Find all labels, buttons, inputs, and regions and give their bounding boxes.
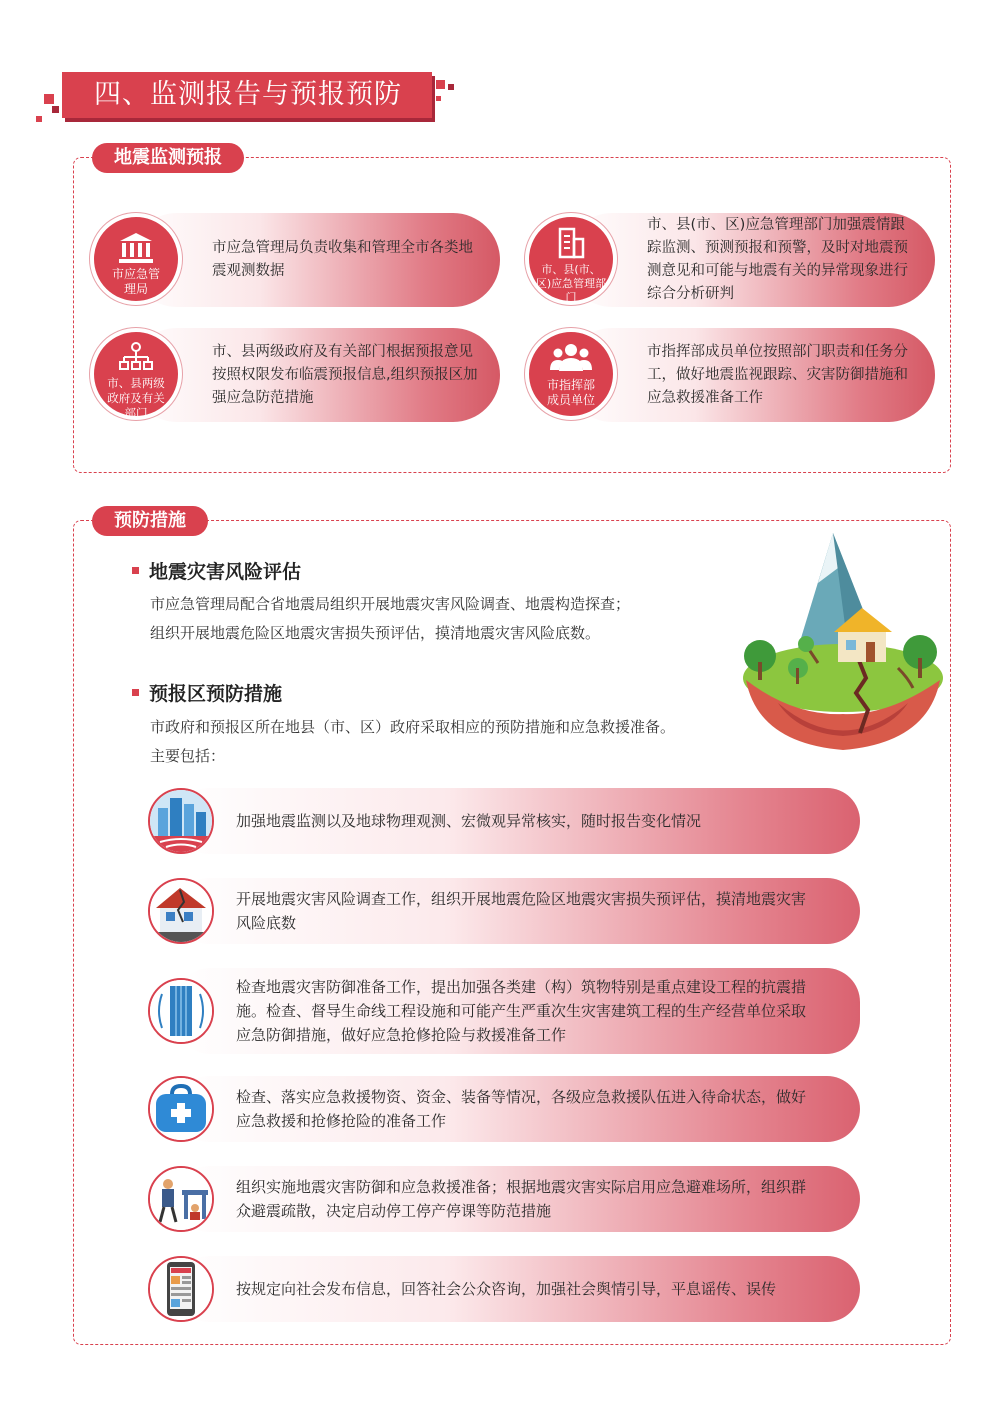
risk-heading: 地震灾害风险评估: [132, 557, 301, 584]
card-label: 市、县两级政府及有关部门: [107, 376, 165, 420]
risk-paragraph: [150, 590, 630, 648]
card-text: 市、县两级政府及有关部门根据预报意见按照权限发布临震预报信息,组织预报区加强应急防范措施: [212, 343, 478, 406]
bullet-square: [132, 689, 139, 696]
zone-heading: 预报区预防措施: [132, 679, 282, 706]
measure-text: 加强地震监测以及地球物理观测、宏微观异常核实，随时报告变化情况: [236, 812, 702, 830]
risk-line: 市应急管理局配合省地震局组织开展地震灾害风险调查、地震构造探查；: [150, 595, 631, 613]
card-label: 市、县(市、区)应急管理部门: [535, 263, 607, 304]
measure-row: [146, 1256, 860, 1322]
card-circle: [525, 328, 617, 420]
measure-row: [146, 1166, 860, 1232]
zone-paragraph: [150, 713, 675, 771]
card-label: 市应急管理局: [112, 267, 161, 296]
card-circle: [525, 213, 617, 305]
measure-text: 检查、落实应急救援物资、资金、装备等情况，各级应急救援队伍进入待命状态，做好应急救援和抢修抢险的准备工作: [236, 1088, 807, 1130]
skyscraper-icon: [148, 978, 214, 1044]
prevention-section-tag: 预防措施: [92, 506, 208, 536]
monitoring-card: [90, 328, 500, 422]
measure-row: [146, 878, 860, 944]
monitoring-card: [525, 328, 935, 422]
card-text: 市、县(市、区)应急管理部门加强震情跟踪监测、预测预报和预警，及时对地震预测意见和可能与地震有关的异常现象进行综合分析研判: [647, 217, 908, 302]
decor-square: [44, 94, 54, 104]
monitoring-panel: [73, 157, 951, 473]
earthquake-island-illustration: [738, 528, 948, 758]
page-title: 四、监测报告与预报预防: [62, 72, 432, 118]
phone-news-icon: [148, 1256, 214, 1322]
measure-row: [146, 1076, 860, 1142]
measure-text: 组织实施地震灾害防御和应急救援准备；根据地震灾害实际启用应急避难场所，组织群众避震疏散，决定启动停工停产停课等防范措施: [236, 1178, 807, 1220]
monitoring-section-tag: 地震监测预报: [92, 143, 244, 173]
measure-text: 开展地震灾害风险调查工作，组织开展地震危险区地震灾害损失预评估，摸清地震灾害风险底数: [236, 890, 807, 932]
zone-line: 市政府和预报区所在地县（市、区）政府采取相应的预防措施和应急救援准备。: [150, 718, 676, 736]
decor-square: [448, 84, 454, 90]
bank-icon: [118, 231, 154, 265]
decor-square: [436, 80, 445, 89]
building-icon: [556, 227, 586, 259]
risk-line: 组织开展地震危险区地震灾害损失预评估，摸清地震灾害风险底数。: [150, 624, 601, 642]
measure-row: [146, 788, 860, 854]
bullet-square: [132, 567, 139, 574]
evacuation-icon: [148, 1166, 214, 1232]
monitoring-card: [525, 213, 935, 307]
measure-text: 按规定向社会发布信息，回答社会公众咨询，加强社会舆情引导，平息谣传、误传: [236, 1280, 777, 1298]
decor-square: [52, 106, 59, 113]
org-chart-icon: [119, 342, 153, 372]
card-circle: [90, 328, 182, 420]
monitoring-card: [90, 213, 500, 307]
house: [838, 630, 886, 662]
decor-square: [436, 96, 441, 101]
card-circle: [90, 213, 182, 305]
card-text: 市指挥部成员单位按照部门职责和任务分工，做好地震监视跟踪、灾害防御措施和应急救援准备工作: [647, 343, 908, 406]
card-label: 市指挥部成员单位: [546, 378, 595, 407]
decor-square: [36, 116, 42, 122]
people-icon: [549, 342, 593, 372]
card-text: 市应急管理局负责收集和管理全市各类地震观测数据: [212, 240, 473, 279]
measure-row: [146, 968, 860, 1054]
zone-line: 主要包括：: [150, 747, 226, 765]
measure-text: 检查地震灾害防御准备工作，提出加强各类建（构）筑物特别是重点建设工程的抗震措施。检查、督导生命线工程设施和可能产生严重次生灾害建筑工程的生产经营单位采取应急防御措施，做好应急抢修抢险与救援准备工作: [236, 978, 807, 1044]
city-waves-icon: [148, 788, 214, 854]
first-aid-kit-icon: [148, 1076, 214, 1142]
cracked-house-icon: [148, 878, 214, 944]
